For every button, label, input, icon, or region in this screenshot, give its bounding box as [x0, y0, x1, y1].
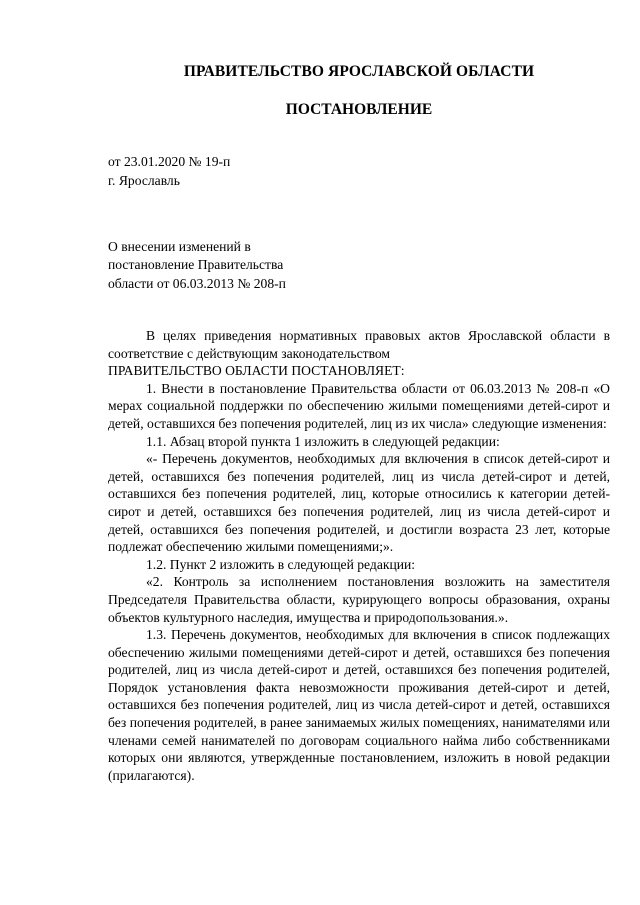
quoted-text-paragraph: «- Перечень документов, необходимых для включения в список детей-сирот и детей, оставшихся без попечения родителей, лиц из числа детей-сирот и детей, оставшихся без попечения родителей, лиц, которые относились к категории детей-сирот и детей, оставшихся без попечения родителей, лиц из числа детей-сирот и детей, оставшихся без попечения родителей, и достигли возраста 23 лет, которые подлежат обеспечению жилыми помещениями;».: [108, 451, 610, 555]
subject-line: О внесении изменений в: [108, 239, 251, 254]
preamble-paragraph: В целях приведения нормативных правовых актов Ярославской области в соответствие с действующим законодательством: [108, 328, 610, 361]
document-subject: [108, 238, 286, 293]
subject-line: постановление Правительства: [108, 257, 284, 273]
resolution-statement: ПРАВИТЕЛЬСТВО ОБЛАСТИ ПОСТАНОВЛЯЕТ:: [108, 363, 405, 379]
document-body: [108, 327, 610, 784]
item-1-paragraph: 1. Внести в постановление Правительства области от 06.03.2013 № 208-п «О мерах социальной поддержки по обеспечению жилыми помещениями детей-сирот и детей, оставшихся без попечения родителей, лиц из их числа» следующие изменения:: [108, 380, 610, 431]
organization-title: ПРАВИТЕЛЬСТВО ЯРОСЛАВСКОЙ ОБЛАСТИ: [183, 63, 535, 80]
place: г. Ярославль: [108, 172, 180, 188]
item-1-2-paragraph: 1.2. Пункт 2 изложить в следующей редакции:: [146, 556, 416, 572]
quoted-text-paragraph: «2. Контроль за исполнением постановления возложить на заместителя Председателя Правительства области, курирующего вопросы образования, охраны объектов культурного наследия, имущества и природопользования.».: [108, 574, 610, 625]
item-1-1-paragraph: 1.1. Абзац второй пункта 1 изложить в следующей редакции:: [146, 433, 500, 449]
date-number: от 23.01.2020 № 19-п: [108, 154, 231, 169]
subject-line: области от 06.03.2013 № 208-п: [108, 275, 286, 291]
document-meta: [108, 153, 230, 190]
item-1-3-paragraph: 1.3. Перечень документов, необходимых для включения в список подлежащих обеспечению жилыми помещениями детей-сирот и детей, оставшихся без попечения родителей, лиц из числа детей-сирот и детей, оставшихся без попечения родителей, Порядок установления факта невозможности проживания детей-сирот и детей, оставшихся без попечения родителей, лиц из числа детей-сирот и детей, оставшихся без попечения родителей, в ранее занимаемых жилых помещениях, нанимателями или членами семей нанимателей по договорам социального найма либо собственниками которых они являются, утвержденные постановлением, изложить в новой редакции (прилагаются).: [108, 627, 610, 783]
document-type-title: ПОСТАНОВЛЕНИЕ: [285, 101, 433, 118]
